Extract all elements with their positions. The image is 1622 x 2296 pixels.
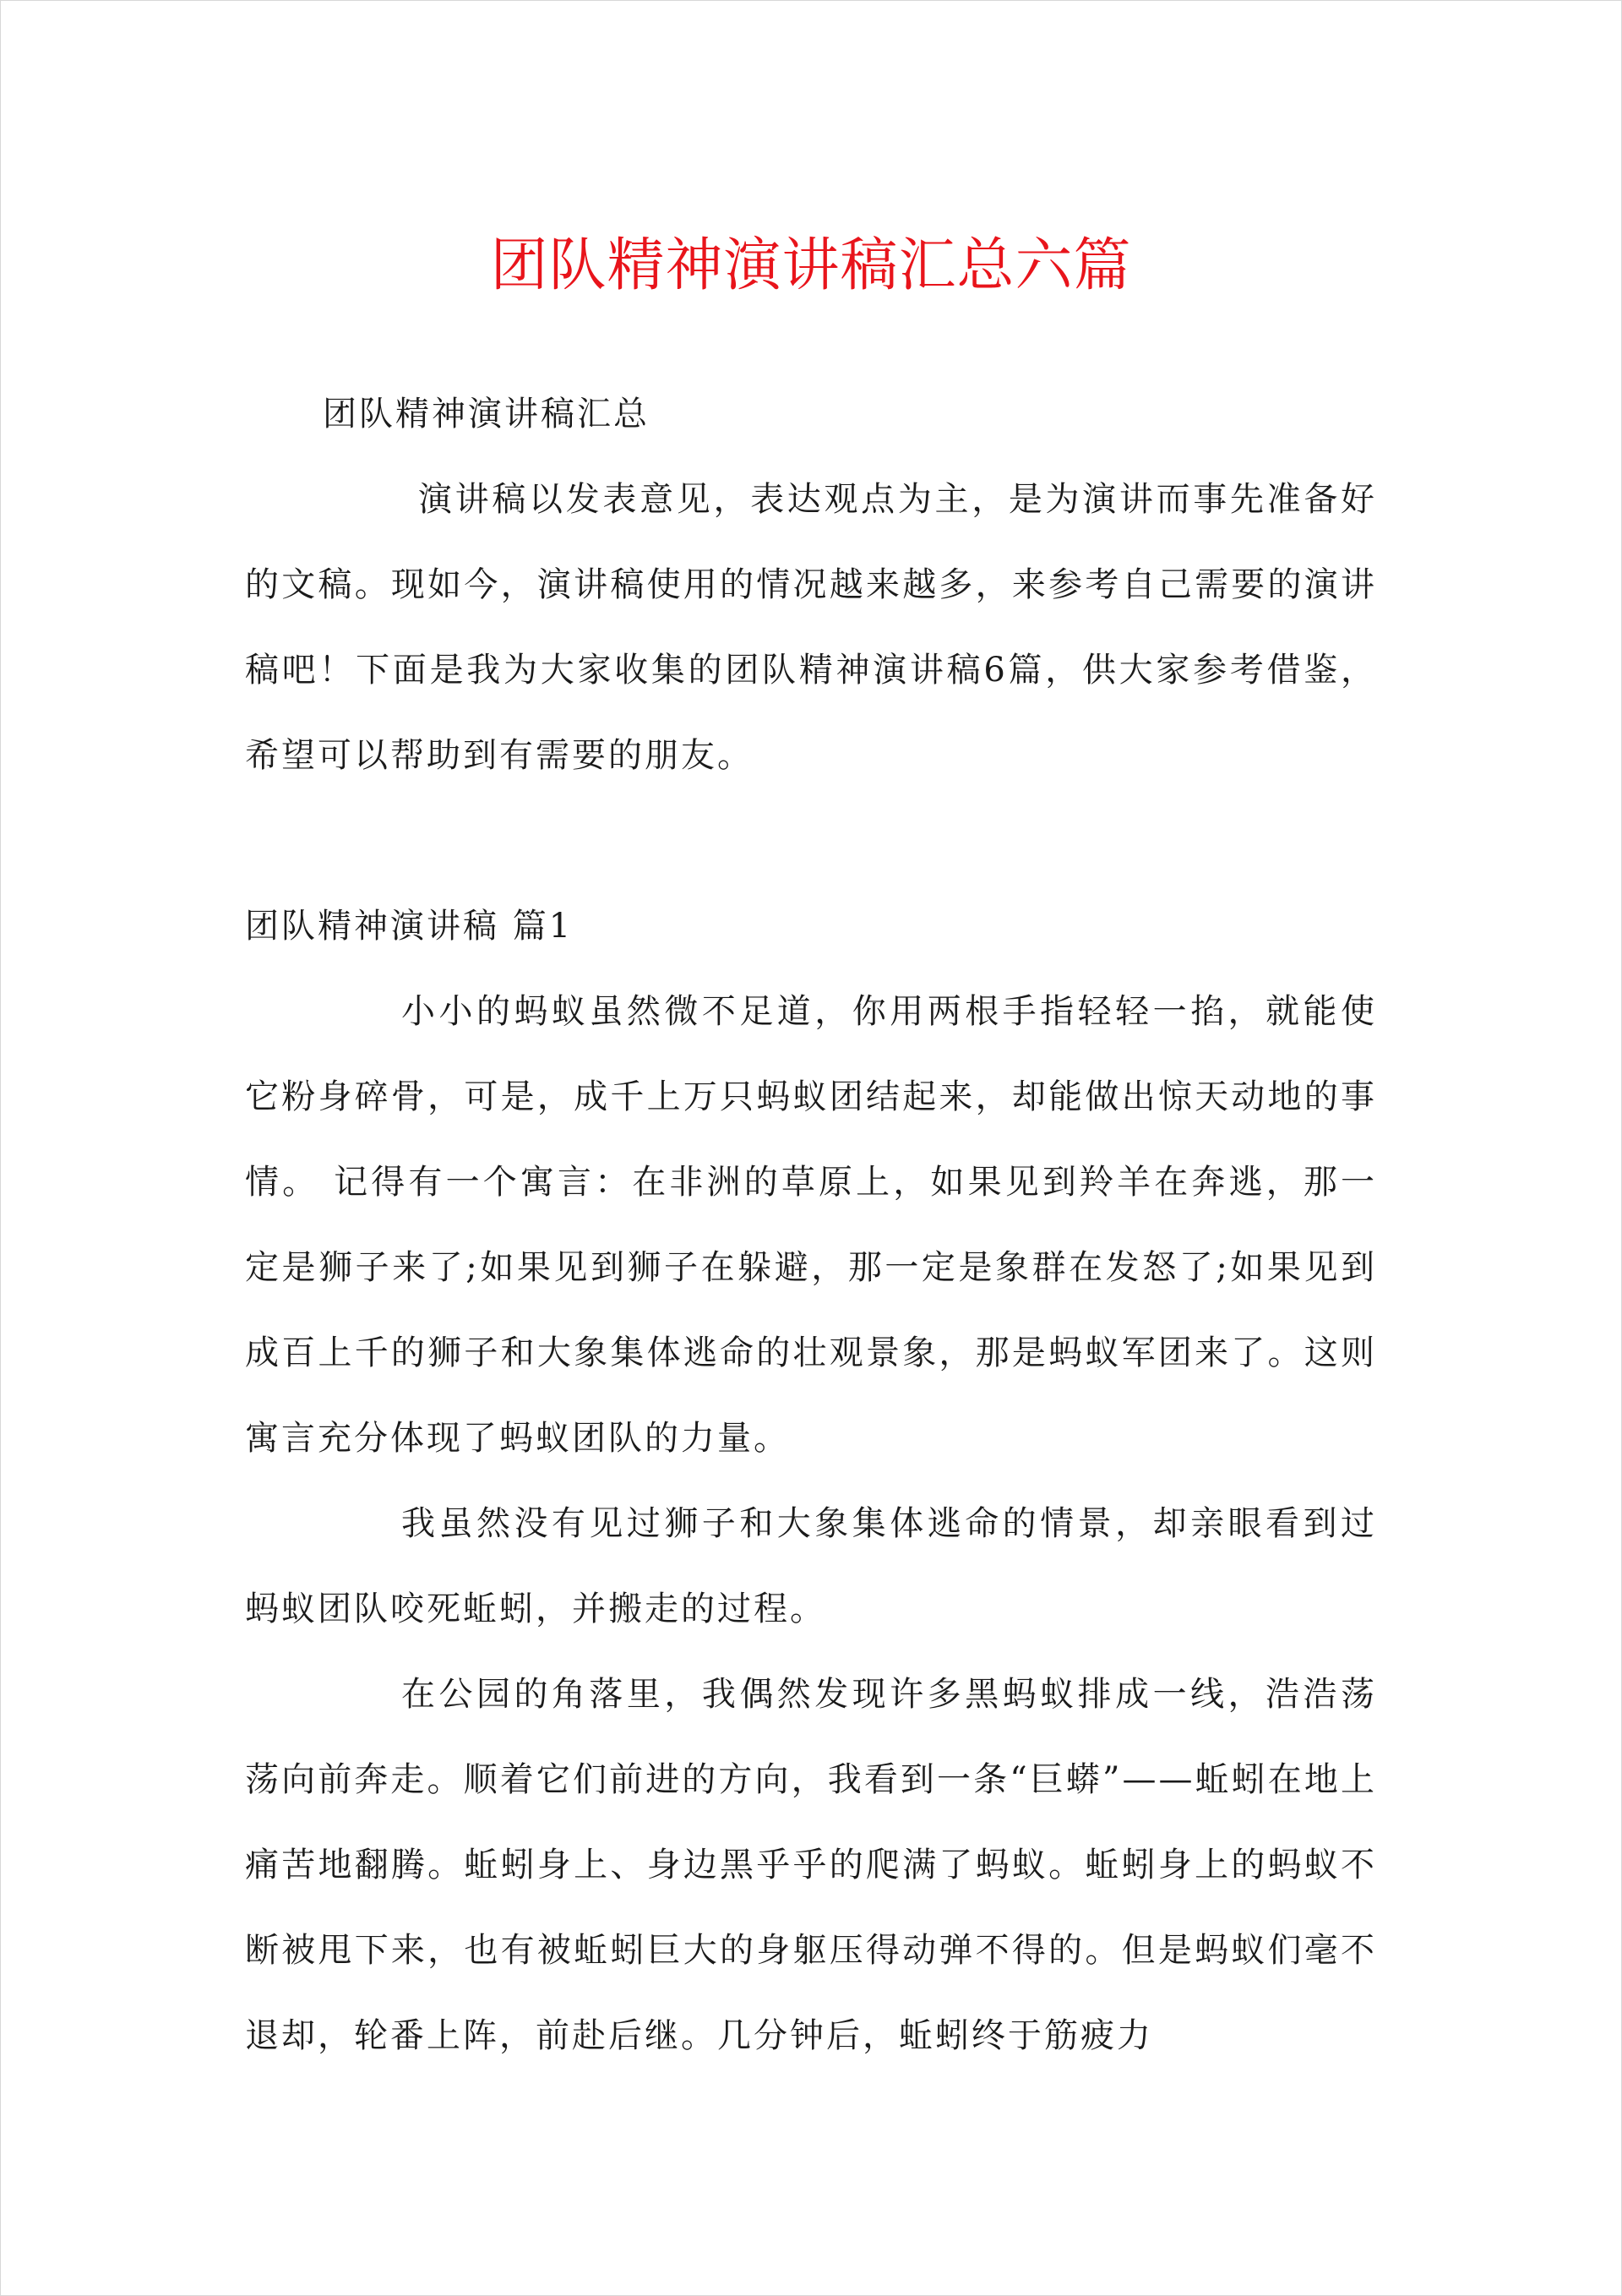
section-spacer	[245, 799, 1377, 884]
intro-paragraph: 演讲稿以发表意见，表达观点为主，是为演讲而事先准备好的文稿。现如今，演讲稿使用的情况越来越多，来参考自己需要的演讲稿吧！下面是我为大家收集的团队精神演讲稿6篇，供大家参考借鉴，希望可以帮助到有需要的朋友。	[245, 480, 1377, 775]
section-heading: 团队精神演讲稿 篇1	[245, 907, 574, 946]
document-subtitle: 团队精神演讲稿汇总	[323, 395, 650, 434]
document-body	[245, 372, 1377, 2079]
body-paragraph: 在公园的角落里，我偶然发现许多黑蚂蚁排成一线，浩浩荡荡向前奔走。顺着它们前进的方向，我看到一条“巨蟒”——蚯蚓在地上痛苦地翻腾。蚯蚓身上、身边黑乎乎的爬满了蚂蚁。蚯蚓身上的蚂蚁不断被甩下来，也有被蚯蚓巨大的身躯压得动弹不得的。但是蚂蚁们毫不退却，轮番上阵，前赴后继。几分钟后，蚯蚓终于筋疲力	[245, 1675, 1377, 2055]
body-paragraph: 我虽然没有见过狮子和大象集体逃命的情景，却亲眼看到过蚂蚁团队咬死蚯蚓，并搬走的过程。	[245, 1504, 1377, 1628]
body-paragraph: 小小的蚂蚁虽然微不足道，你用两根手指轻轻一掐，就能使它粉身碎骨，可是，成千上万只蚂蚁团结起来，却能做出惊天动地的事情。 记得有一个寓言：在非洲的草原上，如果见到羚羊在奔逃，那一定是狮子来了;如果见到狮子在躲避，那一定是象群在发怒了;如果见到成百上千的狮子和大象集体逃命的壮观景象，那是蚂蚁军团来了。这则寓言充分体现了蚂蚁团队的力量。	[245, 992, 1377, 1458]
document-title: 团队精神演讲稿汇总六篇	[490, 232, 1132, 299]
